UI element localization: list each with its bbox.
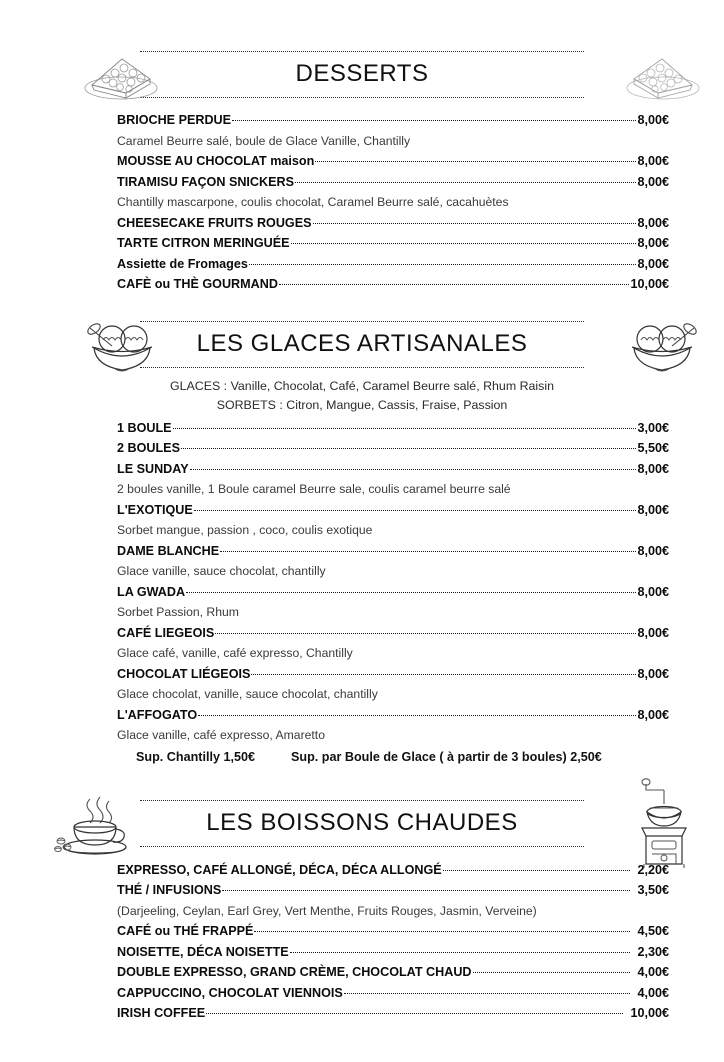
menu-item-name: EXPRESSO, CAFÉ ALLONGÉ, DÉCA, DÉCA ALLONGÉ [117, 862, 442, 877]
dot-leader [251, 674, 636, 675]
menu-item-name: CHOCOLAT LIÉGEOIS [117, 666, 251, 681]
section-header-boissons [0, 788, 724, 860]
menu-item-name: BRIOCHE PERDUE [117, 113, 232, 127]
menu-item-price: 5,50€ [637, 441, 669, 455]
menu-item-row [117, 664, 669, 685]
menu-item-row [117, 274, 669, 295]
dot-leader [232, 120, 636, 121]
menu-item-price: 8,00€ [637, 236, 669, 250]
menu-item-name: TIRAMISU FAÇON SNICKERS [117, 174, 295, 189]
menu-item-row [117, 438, 669, 459]
rule-bottom [140, 367, 584, 368]
menu-item-row [117, 459, 669, 480]
menu-item-name: CAFÉ ou THÉ FRAPPÉ [117, 924, 254, 938]
menu-item-row [117, 110, 669, 131]
dot-leader [254, 931, 630, 932]
menu-item-row [117, 213, 669, 234]
items-desserts [0, 110, 724, 295]
menu-item-name: CAPPUCCINO, CHOCOLAT VIENNOIS [117, 985, 343, 1000]
menu-item-name: TARTE CITRON MERINGUÉE [117, 236, 290, 250]
menu-item-name: CAFÈ ou THÈ GOURMAND [117, 277, 278, 291]
menu-item-description: Glace café, vanille, café expresso, Chantilly [117, 646, 353, 660]
dot-leader [291, 243, 637, 244]
menu-item-price: 2,20€ [637, 862, 669, 877]
supplement-note: Sup. par Boule de Glace ( à partir de 3 boules) 2,50€ [290, 749, 602, 764]
dot-leader [222, 890, 630, 891]
menu-item-description: Caramel Beurre salé, boule de Glace Vanille, Chantilly [117, 133, 411, 148]
menu-item-name: NOISETTE, DÉCA NOISETTE [117, 944, 289, 959]
menu-item-price: 4,00€ [637, 985, 669, 1000]
menu-item-row [117, 1003, 669, 1024]
flavours-list [0, 377, 724, 415]
section-glaces [0, 309, 724, 764]
menu-item-name: IRISH COFFEE [117, 1006, 206, 1020]
menu-item-name: L'AFFOGATO [117, 707, 198, 722]
dot-leader [443, 870, 631, 871]
menu-item-row [117, 623, 669, 644]
section-title-block-glaces [140, 321, 584, 368]
menu-item-row [117, 705, 669, 726]
menu-item-price: 8,00€ [637, 666, 669, 681]
menu-page [0, 38, 724, 1062]
supplements-glaces [0, 746, 724, 764]
dot-leader [186, 592, 636, 593]
menu-item-description: Sorbet mangue, passion , coco, coulis exotique [117, 523, 373, 537]
section-title-block-desserts [140, 51, 584, 98]
menu-item-row [117, 541, 669, 562]
dot-leader [181, 448, 637, 449]
menu-item-row [117, 921, 669, 942]
dot-leader [249, 264, 637, 265]
section-desserts [0, 38, 724, 295]
menu-item-name: THÉ / INFUSIONS [117, 883, 222, 897]
menu-item-name: 2 BOULES [117, 441, 180, 455]
dot-leader [313, 223, 637, 224]
dot-leader [173, 428, 637, 429]
ice-cream-bowl-icon [622, 314, 702, 376]
dot-leader [215, 633, 636, 634]
menu-item-price: 4,00€ [637, 965, 669, 979]
flavour-line: GLACES : Vanille, Chocolat, Café, Caramel Beurre salé, Rhum Raisin [169, 378, 555, 393]
menu-item-price: 2,30€ [637, 944, 669, 959]
menu-item-row [117, 172, 669, 193]
dot-leader [315, 161, 636, 162]
section-title-glaces: LES GLACES ARTISANALES [196, 330, 528, 357]
menu-item-price: 8,00€ [637, 215, 669, 230]
menu-item-price: 8,00€ [637, 174, 669, 189]
menu-item-price: 8,00€ [637, 154, 669, 168]
menu-item-description: (Darjeeling, Ceylan, Earl Grey, Vert Menthe, Fruits Rouges, Jasmin, Verveine) [117, 903, 537, 918]
menu-item-row [117, 860, 669, 881]
menu-item-price: 8,00€ [637, 256, 669, 271]
coffee-grinder-icon [630, 778, 700, 870]
menu-item-name: CAFÉ LIEGEOIS [117, 625, 215, 640]
menu-item-price: 8,00€ [637, 113, 669, 127]
section-boissons [0, 788, 724, 1024]
rule-bottom [140, 846, 584, 847]
dot-leader [206, 1013, 623, 1014]
menu-item-name: L'EXOTIQUE [117, 502, 193, 517]
dot-leader [473, 972, 631, 973]
menu-item-price: 8,00€ [637, 707, 669, 722]
menu-item-row [117, 880, 669, 901]
menu-item-price: 8,00€ [637, 625, 669, 640]
menu-item-description: Glace chocolat, vanille, sauce chocolat, chantilly [117, 687, 378, 701]
menu-item-description: Chantilly mascarpone, coulis chocolat, Caramel Beurre salé, cacahuètes [117, 195, 509, 209]
menu-item-description: Glace vanille, café expresso, Amaretto [117, 728, 325, 742]
menu-item-description: Glace vanille, sauce chocolat, chantilly [117, 564, 326, 578]
dot-leader [198, 715, 636, 716]
menu-item-row [117, 254, 669, 275]
items-glaces [0, 418, 724, 746]
section-title-desserts: DESSERTS [295, 59, 429, 87]
flavour-line: SORBETS : Citron, Mangue, Cassis, Fraise, Passion [216, 397, 508, 412]
menu-item-row [117, 942, 669, 963]
dot-leader [190, 469, 637, 470]
rule-bottom [140, 97, 584, 98]
menu-item-name: LE SUNDAY [117, 461, 189, 476]
menu-item-price: 10,00€ [630, 1006, 669, 1020]
dot-leader [344, 993, 631, 994]
menu-item-row [117, 962, 669, 983]
dot-leader [290, 952, 631, 953]
menu-item-row [117, 418, 669, 439]
menu-item-price: 8,00€ [637, 502, 669, 517]
section-title-boissons: LES BOISSONS CHAUDES [206, 809, 518, 836]
menu-item-name: 1 BOULE [117, 420, 172, 435]
menu-item-name: Assiette de Fromages [117, 256, 248, 271]
menu-item-price: 3,50€ [637, 883, 669, 897]
menu-item-price: 4,50€ [637, 924, 669, 938]
supplement-note: Sup. Chantilly 1,50€ [136, 749, 255, 764]
section-title-block-boissons [140, 800, 584, 847]
menu-item-description: Sorbet Passion, Rhum [117, 605, 239, 619]
dot-leader [220, 551, 636, 552]
menu-item-price: 10,00€ [630, 277, 669, 291]
coffee-cup-icon [52, 791, 134, 857]
items-boissons [0, 860, 724, 1024]
dot-leader [279, 284, 630, 285]
menu-item-row [117, 151, 669, 172]
menu-item-name: LA GWADA [117, 584, 186, 599]
menu-item-price: 8,00€ [637, 584, 669, 599]
menu-item-row [117, 983, 669, 1004]
section-header-glaces [0, 309, 724, 381]
menu-item-name: DAME BLANCHE [117, 543, 220, 558]
menu-item-row [117, 500, 669, 521]
menu-item-price: 8,00€ [637, 461, 669, 476]
section-header-desserts [0, 38, 724, 110]
menu-item-row [117, 233, 669, 254]
dot-leader [295, 182, 636, 183]
dot-leader [194, 510, 637, 511]
menu-item-name: MOUSSE AU CHOCOLAT maison [117, 154, 315, 168]
menu-item-name: CHEESECAKE FRUITS ROUGES [117, 215, 312, 230]
menu-item-row [117, 582, 669, 603]
menu-item-description: 2 boules vanille, 1 Boule caramel Beurre sale, coulis caramel beurre salé [117, 482, 511, 496]
menu-item-name: DOUBLE EXPRESSO, GRAND CRÈME, CHOCOLAT CHAUD [117, 965, 472, 979]
cake-slice-icon [624, 45, 702, 103]
menu-item-price: 3,00€ [637, 420, 669, 435]
menu-item-price: 8,00€ [637, 543, 669, 558]
